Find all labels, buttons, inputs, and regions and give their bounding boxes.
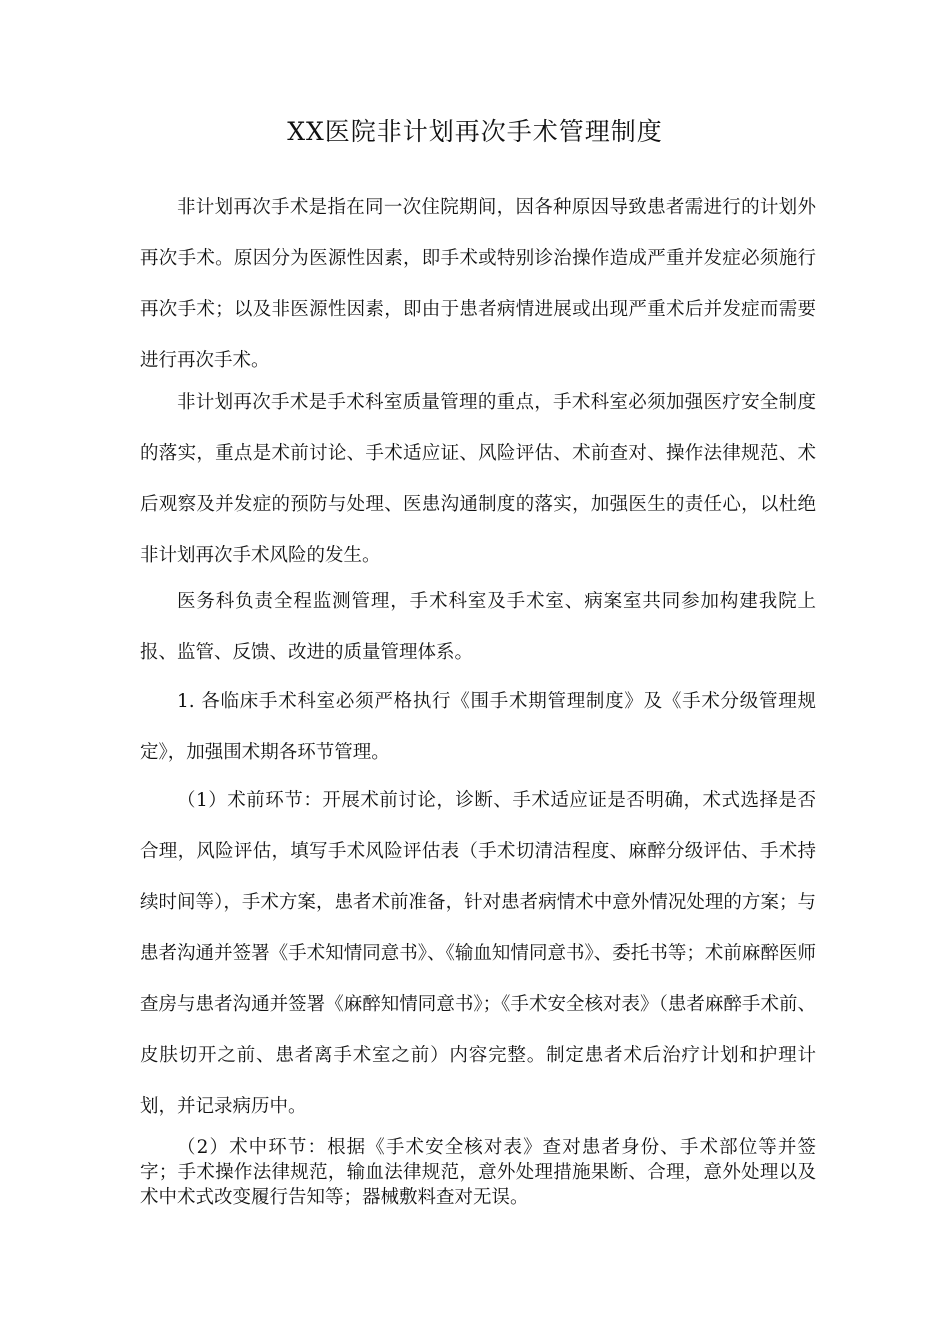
- document-title: XX医院非计划再次手术管理制度: [287, 117, 663, 146]
- paragraph-responsibility: 医务科负责全程监测管理，手术科室及手术室、病案室共同参加构建我院上报、监管、反馈、改进的质量管理体系。: [140, 591, 816, 663]
- paragraph-quality-focus: 非计划再次手术是手术科室质量管理的重点，手术科室必须加强医疗安全制度的落实，重点是术前讨论、手术适应证、风险评估、术前查对、操作法律规范、术后观察及并发症的预防与处理、医患沟通制度的落实，加强医生的责任心，以杜绝非计划再次手术风险的发生。: [140, 392, 816, 566]
- paragraph-preoperative: （1）术前环节：开展术前讨论，诊断、手术适应证是否明确，术式选择是否合理，风险评估，填写手术风险评估表（手术切清洁程度、麻醉分级评估、手术持续时间等），手术方案，患者术前准备，针对患者病情术中意外情况处理的方案；与患者沟通并签署《手术知情同意书》、《输血知情同意书》、委托书等；术前麻醉医师查房与患者沟通并签署《麻醉知情同意书》；《手术安全核对表》（患者麻醉手术前、皮肤切开之前、患者离手术室之前）内容完整。制定患者术后治疗计划和护理计划，并记录病历中。: [140, 790, 816, 1117]
- paragraph-definition: 非计划再次手术是指在同一次住院期间，因各种原因导致患者需进行的计划外再次手术。原因分为医源性因素，即手术或特别诊治操作造成严重并发症必须施行再次手术；以及非医源性因素，即由于患者病情进展或出现严重术后并发症而需要进行再次手术。: [140, 197, 816, 371]
- paragraph-intraoperative: （2）术中环节：根据《手术安全核对表》查对患者身份、手术部位等并签字；手术操作法律规范，输血法律规范，意外处理措施果断、合理，意外处理以及术中术式改变履行告知等；器械敷料查对无误。: [140, 1137, 816, 1208]
- paragraph-item-1: 1. 各临床手术科室必须严格执行《围手术期管理制度》及《手术分级管理规定》，加强围术期各环节管理。: [140, 691, 816, 763]
